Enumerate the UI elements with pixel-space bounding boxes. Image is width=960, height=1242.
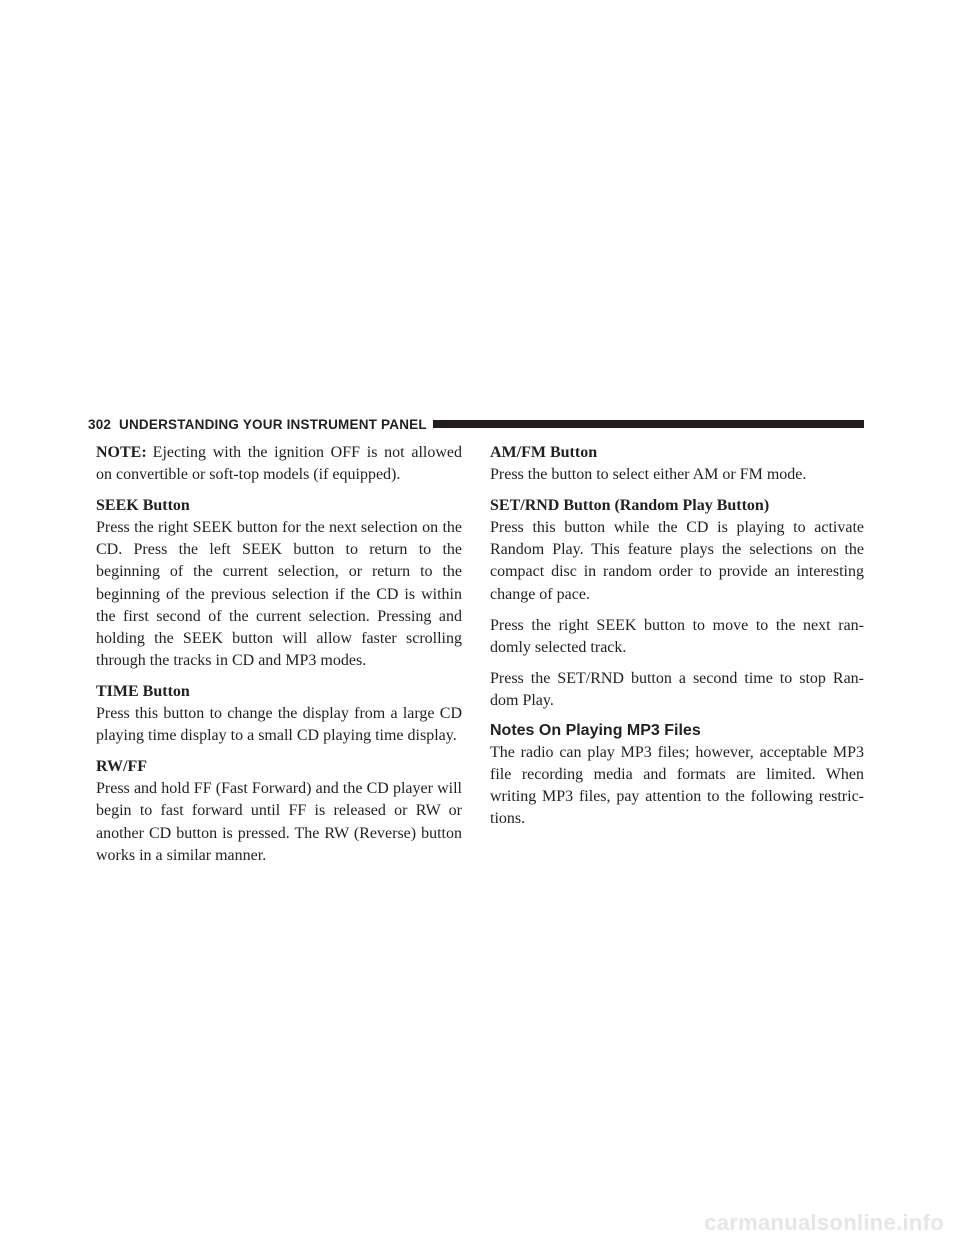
- note-paragraph: [96, 442, 462, 486]
- right-column: [490, 442, 864, 839]
- time-text: Press this button to change the display from a large CD playing time display to a small CD playing time display.: [96, 705, 462, 745]
- setrnd-text-2: Press the right SEEK button to move to the next ran- domly selected track.: [490, 616, 864, 656]
- page-header: [88, 414, 864, 434]
- watermark-text: carmanualsonline.info: [704, 1210, 944, 1235]
- setrnd-text-3: Press the SET/RND button a second time to stop Ran- dom Play.: [490, 669, 864, 709]
- note-text: Ejecting with the ignition OFF is not allowed on convertible or soft-top models (if equipped).: [96, 444, 462, 484]
- setrnd-text: Press this button while the CD is playing to activate Random Play. This feature plays the selections on the compact disc in random order to provide an interesting change of pace.: [490, 519, 864, 603]
- header-rule: [433, 420, 864, 428]
- rwff-heading: RW/FF: [96, 758, 147, 776]
- section-title: UNDERSTANDING YOUR INSTRUMENT PANEL: [119, 416, 427, 432]
- seek-heading: SEEK Button: [96, 497, 190, 515]
- time-heading: TIME Button: [96, 682, 190, 700]
- footer: [0, 1204, 960, 1242]
- amfm-heading: AM/FM Button: [490, 444, 598, 461]
- amfm-text: Press the button to select either AM or FM mode.: [490, 466, 807, 484]
- setrnd-heading: SET/RND Button (Random Play Button): [490, 497, 770, 515]
- left-column: [96, 442, 462, 876]
- page-number: 302: [88, 416, 112, 432]
- page-header-text: [88, 417, 433, 432]
- mp3-text: The radio can play MP3 files; however, acceptable MP3 file recording media and formats are limited. When writing MP3 files, pay attention to the following restric- tions.: [490, 744, 864, 828]
- seek-text: Press the right SEEK button for the next selection on the CD. Press the left SEEK button to return to the beginning of the current selection, or return to the beginning of the previous selection if the CD is within the first second of the current selection. Pressing and holding the SEEK button will allow faster scrolling through the tracks in CD and MP3 modes.: [96, 519, 462, 669]
- note-label: NOTE:: [96, 444, 147, 461]
- mp3-section-heading: Notes On Playing MP3 Files: [490, 722, 701, 740]
- rwff-text: Press and hold FF (Fast Forward) and the CD player will begin to fast forward until FF is released or RW or another CD button is pressed. The RW (Reverse) button works in a similar manner.: [96, 780, 462, 864]
